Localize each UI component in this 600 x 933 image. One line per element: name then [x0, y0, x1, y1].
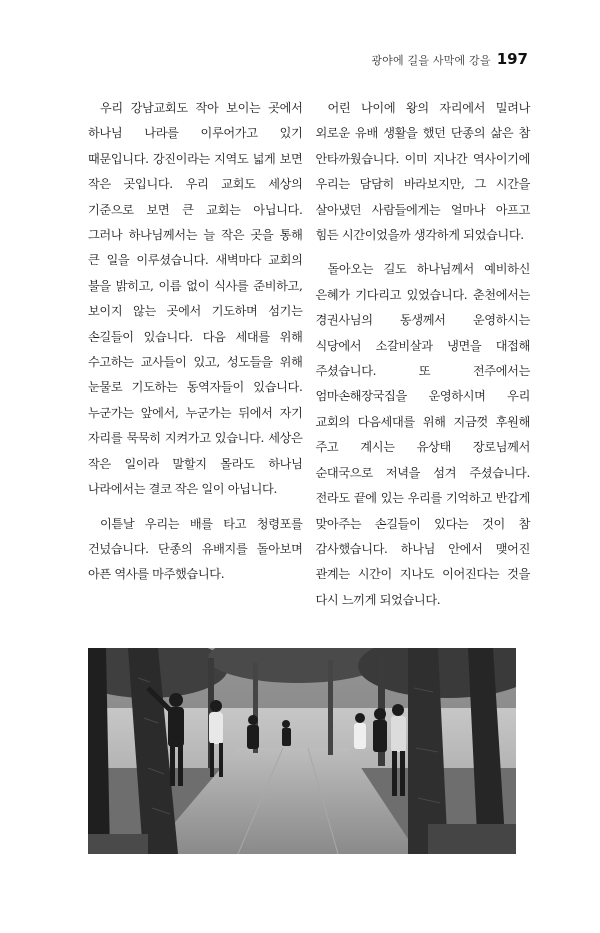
left-paragraph-1: 우리 강남교회도 작아 보이는 곳에서 하나님 나라를 이루어가고 있기 때문입니다. 강진이라는 지역도 넓게 보면 작은 곳입니다. 우리 교회도 세상의 기준으로 보면 큰 교회는 아닙니다. 그러나 하나님께서는 늘 작은 곳을 통해 큰 일을 이루셨습니다. 새벽마다 교회의 불을 밝히고, 이름 없이 식사를 준비하고, 보이지 않는 곳에서 기도하며 섬기는 손길들이 있습니다. 다음 세대를 위해 수고하는 교사들이 있고, 성도들을 위해 눈물로 기도하는 동역자들이 있습니다. 누군가는 앞에서, 누군가는 뒤에서 자기 자리를 묵묵히 지켜가고 있습니다. 세상은 작은 일이라 말할지 몰라도 하나님 나라에서는 결코 작은 일이 아닙니다.	[88, 101, 303, 497]
running-header	[371, 50, 528, 68]
right-paragraph-2: 돌아오는 길도 하나님께서 예비하신 은혜가 기다리고 있었습니다. 춘천에서는 경권사님의 동생께서 운영하시는 식당에서 소갈비살과 냉면을 대접해 주셨습니다. 또 전주에서는 엄마손해장국집을 운영하시며 우리 교회의 다음세대를 위해 지금껏 후원해 주고 계시는 유상태 장로님께서 순대국으로 저녁을 섬겨 주셨습니다. 전라도 끝에 있는 우리를 기억하고 반갑게 맞아주는 손길들이 있다는 것이 참 감사했습니다. 하나님 안에서 맺어진 관계는 시간이 지나도 이어진다는 것을 다시 느끼게 되었습니다.	[315, 262, 530, 607]
left-column	[88, 96, 303, 622]
group-photo-pine-forest	[88, 648, 516, 854]
page-number: 197	[496, 50, 528, 68]
text-columns	[88, 96, 530, 622]
photo-illustration	[88, 648, 516, 854]
running-title: 광야에 길을 사막에 강을	[371, 54, 491, 67]
right-paragraph-1: 어린 나이에 왕의 자리에서 밀려나 외로운 유배 생활을 했던 단종의 삶은 참 안타까웠습니다. 이미 지나간 역사이기에 우리는 담담히 바라보지만, 그 시간을 살아냈던 사람들에게는 얼마나 아프고 힘든 시간이었을까 생각하게 되었습니다.	[315, 101, 530, 243]
right-column	[316, 96, 531, 622]
left-paragraph-2: 이튿날 우리는 배를 타고 청령포를 건넜습니다. 단종의 유배지를 돌아보며 아픈 역사를 마주했습니다.	[88, 516, 303, 582]
